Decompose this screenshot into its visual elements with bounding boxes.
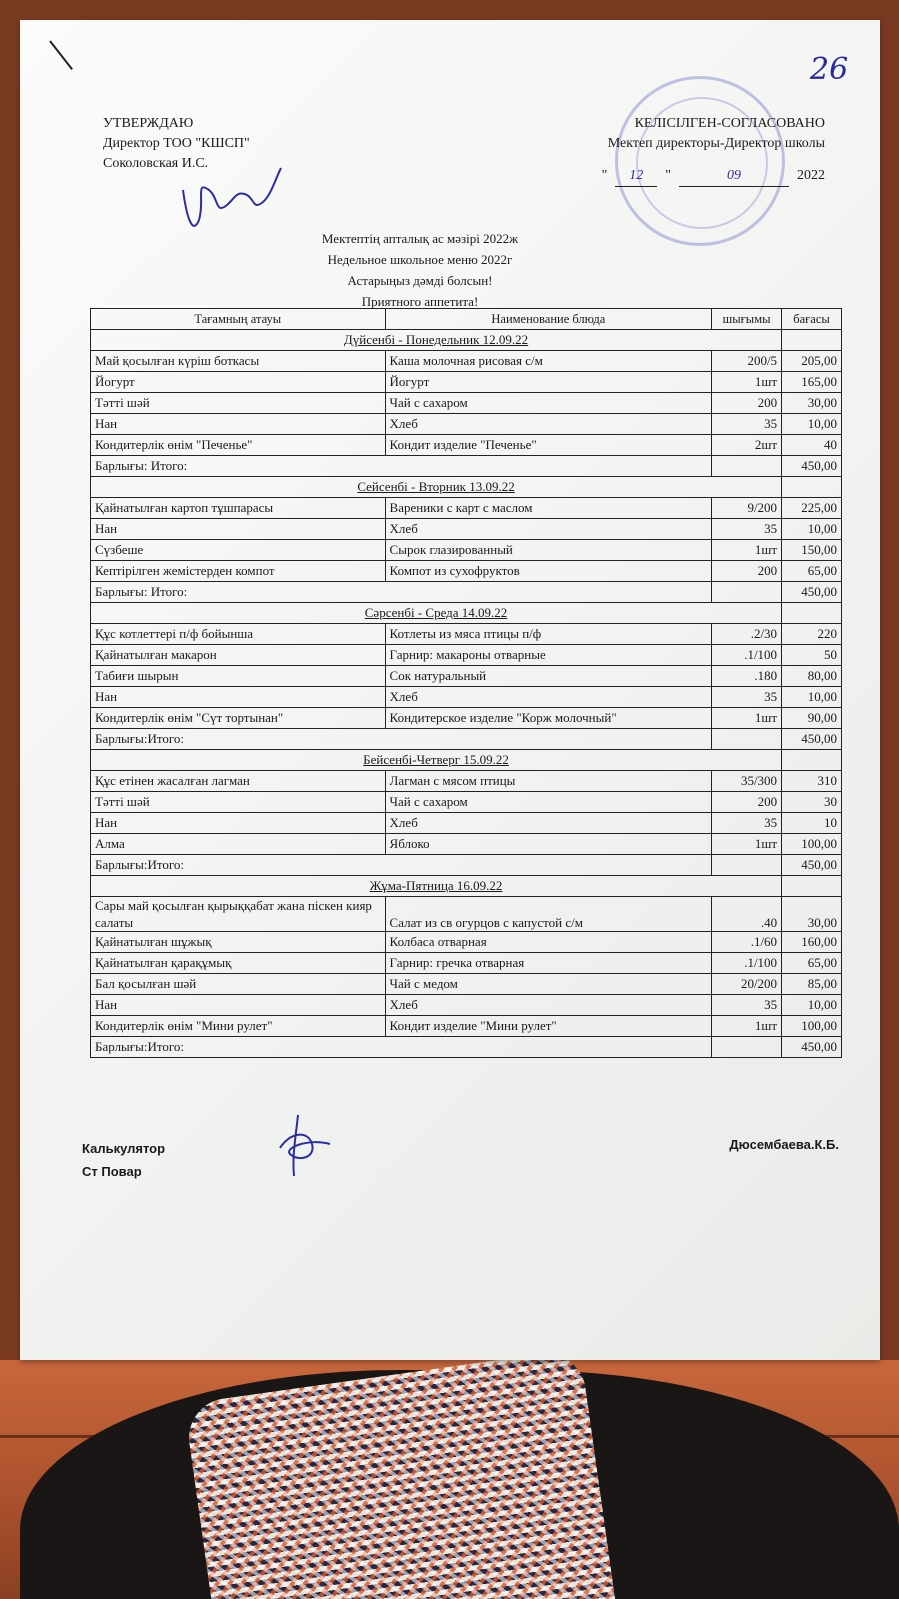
total-row [91, 1037, 842, 1058]
dish-name-kz: Алма [91, 834, 386, 855]
dish-name-ru: Гарнир: макароны отварные [385, 645, 712, 666]
total-empty-cell [712, 729, 782, 750]
dish-name-kz: Табиғи шырын [91, 666, 386, 687]
date-quote: " [601, 168, 608, 183]
dish-yield: 9/200 [712, 498, 782, 519]
dish-name-ru: Колбаса отварная [385, 932, 712, 953]
dish-name-kz: Нан [91, 995, 386, 1016]
dish-price: 90,00 [782, 708, 842, 729]
dish-yield: .2/30 [712, 624, 782, 645]
day-label: Бейсенбі-Четверг 15.09.22 [91, 750, 782, 771]
dish-yield: 2шт [712, 435, 782, 456]
dish-price: 30 [782, 792, 842, 813]
dish-price: 225,00 [782, 498, 842, 519]
dish-name-ru: Яблоко [385, 834, 712, 855]
dish-yield: 35 [712, 813, 782, 834]
dish-yield: 35 [712, 687, 782, 708]
total-empty-cell [712, 456, 782, 477]
dish-name-ru: Лагман с мясом птицы [385, 771, 712, 792]
dish-price: 40 [782, 435, 842, 456]
dish-row [91, 414, 842, 435]
agreement-title: КЕЛІСІЛГЕН-СОГЛАСОВАНО [634, 116, 825, 131]
dish-name-kz: Бал қосылған шәй [91, 974, 386, 995]
dish-price: 65,00 [782, 953, 842, 974]
dish-row [91, 897, 842, 932]
total-label: Барлығы: Итого: [91, 582, 712, 603]
day-empty-cell [782, 330, 842, 351]
date-month: 09 [679, 166, 789, 187]
dish-name-kz: Нан [91, 414, 386, 435]
dish-row [91, 351, 842, 372]
total-row [91, 729, 842, 750]
footer-name: Дюсембаева.К.Б. [729, 1137, 839, 1152]
dish-row [91, 792, 842, 813]
total-label: Барлығы:Итого: [91, 729, 712, 750]
dish-row [91, 995, 842, 1016]
dish-yield: 1шт [712, 372, 782, 393]
total-value: 450,00 [782, 456, 842, 477]
cook-signature [268, 1110, 338, 1180]
dish-price: 10,00 [782, 687, 842, 708]
dish-name-ru: Гарнир: гречка отварная [385, 953, 712, 974]
date-day: 12 [615, 166, 657, 187]
dish-price: 150,00 [782, 540, 842, 561]
day-row [91, 330, 842, 351]
dish-row [91, 435, 842, 456]
dish-name-kz: Нан [91, 687, 386, 708]
total-label: Барлығы:Итого: [91, 855, 712, 876]
approval-name: Соколовская И.С. [103, 156, 209, 171]
total-value: 450,00 [782, 855, 842, 876]
dish-yield: 20/200 [712, 974, 782, 995]
total-value: 450,00 [782, 729, 842, 750]
dish-row [91, 1016, 842, 1037]
dish-price: 10,00 [782, 414, 842, 435]
dish-price: 65,00 [782, 561, 842, 582]
total-row [91, 855, 842, 876]
dish-name-ru: Чай с сахаром [385, 393, 712, 414]
dish-row [91, 708, 842, 729]
dish-price: 10,00 [782, 519, 842, 540]
dish-yield: 35 [712, 414, 782, 435]
dish-name-kz: Тәтті шәй [91, 792, 386, 813]
dish-yield: 200 [712, 792, 782, 813]
date-quote: " [665, 168, 671, 183]
dish-price: 220 [782, 624, 842, 645]
dish-price: 100,00 [782, 834, 842, 855]
greeting-kz: Астарыңыз дәмді болсын! [347, 273, 493, 288]
dish-name-ru: Сырок глазированный [385, 540, 712, 561]
dish-name-ru: Чай с медом [385, 974, 712, 995]
dish-name-kz: Нан [91, 813, 386, 834]
dish-price: 100,00 [782, 1016, 842, 1037]
col-header-ru-name: Наименование блюда [385, 309, 712, 330]
dish-name-ru: Чай с сахаром [385, 792, 712, 813]
day-label: Сейсенбі - Вторник 13.09.22 [91, 477, 782, 498]
dish-price: 10 [782, 813, 842, 834]
dish-name-kz: Тәтті шәй [91, 393, 386, 414]
dish-yield: .1/100 [712, 645, 782, 666]
day-label: Дүйсенбі - Понедельник 12.09.22 [91, 330, 782, 351]
dish-name-kz: Сүзбеше [91, 540, 386, 561]
dish-yield: .40 [712, 897, 782, 932]
dish-row [91, 953, 842, 974]
dish-yield: 35/300 [712, 771, 782, 792]
dish-yield: 1шт [712, 1016, 782, 1037]
dish-name-ru: Вареники с карт с маслом [385, 498, 712, 519]
total-value: 450,00 [782, 582, 842, 603]
title-ru: Недельное школьное меню 2022г [327, 252, 513, 267]
dish-price: 80,00 [782, 666, 842, 687]
dish-name-kz: Йогурт [91, 372, 386, 393]
dish-name-ru: Салат из св огурцов с капустой с/м [385, 897, 712, 932]
dish-name-ru: Йогурт [385, 372, 712, 393]
day-row [91, 750, 842, 771]
dish-name-ru: Хлеб [385, 414, 712, 435]
dish-row [91, 519, 842, 540]
agreement-block [602, 114, 825, 187]
agreement-date [602, 166, 825, 187]
header-row [91, 309, 842, 330]
dish-yield: 1шт [712, 540, 782, 561]
dish-price: 30,00 [782, 897, 842, 932]
total-empty-cell [712, 582, 782, 603]
dish-row [91, 834, 842, 855]
menu-titles [230, 228, 610, 312]
dish-yield: 1шт [712, 834, 782, 855]
day-empty-cell [782, 876, 842, 897]
dish-name-ru: Котлеты из мяса птицы п/ф [385, 624, 712, 645]
footer-role-cook: Ст Повар [82, 1164, 142, 1179]
dish-row [91, 498, 842, 519]
dish-yield: .1/60 [712, 932, 782, 953]
dish-row [91, 372, 842, 393]
dish-row [91, 771, 842, 792]
dish-yield: 200 [712, 393, 782, 414]
dish-name-kz: Нан [91, 519, 386, 540]
dish-row [91, 687, 842, 708]
total-label: Барлығы: Итого: [91, 456, 712, 477]
dish-row [91, 932, 842, 953]
day-label: Сәрсенбі - Среда 14.09.22 [91, 603, 782, 624]
menu-table [90, 308, 842, 1058]
dish-yield: 1шт [712, 708, 782, 729]
dish-name-kz: Құс етінен жасалған лагман [91, 771, 386, 792]
dish-name-ru: Хлеб [385, 813, 712, 834]
dish-price: 85,00 [782, 974, 842, 995]
dish-name-kz: Кондитерлік өнім "Мини рулет" [91, 1016, 386, 1037]
dish-name-kz: Сары май қосылған қырыққабат жана піскен кияр салаты [91, 897, 386, 932]
day-empty-cell [782, 750, 842, 771]
dish-price: 310 [782, 771, 842, 792]
dish-yield: 200 [712, 561, 782, 582]
total-label: Барлығы:Итого: [91, 1037, 712, 1058]
dish-name-ru: Каша молочная рисовая с/м [385, 351, 712, 372]
col-header-yield: шығымы [712, 309, 782, 330]
date-year: 2022 [797, 168, 825, 183]
total-empty-cell [712, 1037, 782, 1058]
dish-name-kz: Кондитерлік өнім "Печенье" [91, 435, 386, 456]
day-row [91, 477, 842, 498]
total-row [91, 456, 842, 477]
dish-price: 30,00 [782, 393, 842, 414]
dish-row [91, 645, 842, 666]
dish-name-ru: Хлеб [385, 519, 712, 540]
dish-row [91, 393, 842, 414]
dish-name-kz: Қайнатылған қарақұмық [91, 953, 386, 974]
dish-price: 160,00 [782, 932, 842, 953]
dish-row [91, 813, 842, 834]
dish-name-ru: Сок натуральный [385, 666, 712, 687]
day-row [91, 603, 842, 624]
footer-roles [82, 1137, 165, 1183]
dish-row [91, 624, 842, 645]
dish-name-kz: Қайнатылған картоп тұшпарасы [91, 498, 386, 519]
day-row [91, 876, 842, 897]
greeting-ru: Приятного аппетита! [361, 294, 479, 309]
dish-price: 205,00 [782, 351, 842, 372]
dish-name-kz: Кептірілген жемістерден компот [91, 561, 386, 582]
dish-name-kz: Қайнатылған шұжық [91, 932, 386, 953]
dish-yield: 200/5 [712, 351, 782, 372]
dish-yield: .180 [712, 666, 782, 687]
title-kz: Мектептің апталық ас мәзірі 2022ж [321, 231, 519, 246]
dish-name-kz: Май қосылған күріш боткасы [91, 351, 386, 372]
dish-name-ru: Хлеб [385, 687, 712, 708]
day-label: Жұма-Пятница 16.09.22 [91, 876, 782, 897]
day-empty-cell [782, 603, 842, 624]
dish-name-ru: Кондит изделие "Печенье" [385, 435, 712, 456]
dish-name-ru: Компот из сухофруктов [385, 561, 712, 582]
total-empty-cell [712, 855, 782, 876]
total-value: 450,00 [782, 1037, 842, 1058]
dish-price: 10,00 [782, 995, 842, 1016]
approval-position: Директор ТОО "КШСП" [103, 136, 250, 151]
dish-name-kz: Құс котлеттері п/ф бойынша [91, 624, 386, 645]
dish-name-ru: Кондит изделие "Мини рулет" [385, 1016, 712, 1037]
page-number: 26 [810, 52, 849, 87]
dish-name-kz: Қайнатылған макарон [91, 645, 386, 666]
approval-title: УТВЕРЖДАЮ [103, 116, 194, 131]
total-row [91, 582, 842, 603]
dish-name-ru: Хлеб [385, 995, 712, 1016]
dish-price: 50 [782, 645, 842, 666]
dish-row [91, 974, 842, 995]
dish-yield: 35 [712, 519, 782, 540]
agreement-position: Мектеп директоры-Директор школы [607, 136, 825, 151]
dish-row [91, 666, 842, 687]
dish-yield: .1/100 [712, 953, 782, 974]
dish-name-kz: Кондитерлік өнім "Сүт тортынан" [91, 708, 386, 729]
col-header-kz-name: Тағамның атауы [91, 309, 386, 330]
col-header-price: бағасы [782, 309, 842, 330]
dish-yield: 35 [712, 995, 782, 1016]
dish-row [91, 561, 842, 582]
dish-price: 165,00 [782, 372, 842, 393]
day-empty-cell [782, 477, 842, 498]
footer-role-calculator: Калькулятор [82, 1141, 166, 1156]
dish-name-ru: Кондитерское изделие "Корж молочный" [385, 708, 712, 729]
dish-row [91, 540, 842, 561]
